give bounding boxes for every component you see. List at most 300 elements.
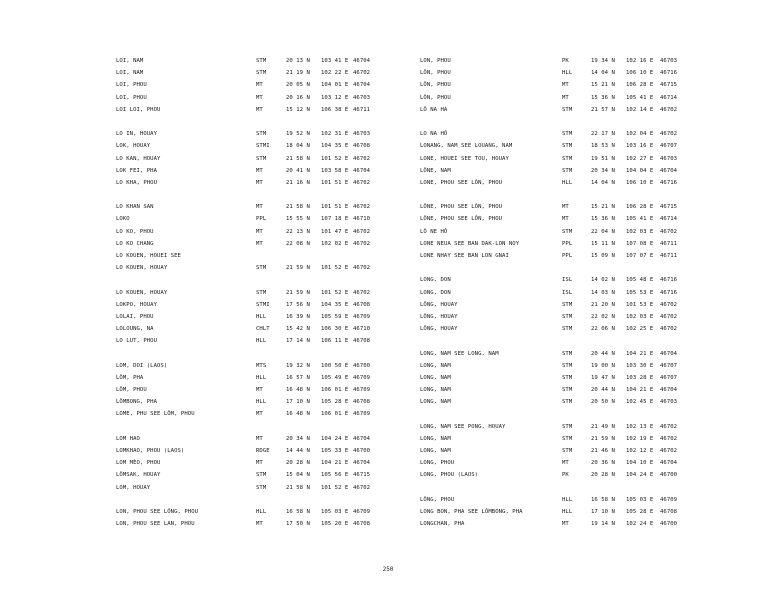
entry-lon: 105 41 E	[626, 216, 654, 223]
entry-code: MT	[256, 94, 263, 101]
entry-lat: 21 49 N	[591, 423, 615, 430]
entry-lon: 102 45 E	[626, 399, 654, 406]
entry-ref: 46702	[660, 448, 678, 454]
entry-lon: 102 24 E	[626, 521, 654, 528]
entry-code: STM	[256, 472, 267, 479]
entry-name: LÔNG, HOUAY	[420, 326, 458, 333]
entry-lat: 21 59 N	[286, 289, 310, 296]
entry-lat: 21 46 N	[591, 448, 615, 454]
entry-lon: 102 14 E	[626, 106, 654, 113]
entry-name: LOMKHAO, PHOU (LAOS)	[116, 448, 185, 454]
entry-ref: 46703	[353, 131, 371, 138]
entry-code: CHLT	[256, 326, 270, 333]
entry-name: LONG, NAM	[420, 387, 451, 394]
entry-lon: 102 13 E	[626, 423, 654, 430]
entry-lon: 102 03 E	[626, 228, 654, 235]
entry-lat: 19 32 N	[286, 362, 310, 369]
entry-code: STMI	[256, 301, 270, 308]
entry-ref: 46708	[353, 399, 371, 406]
entry-name: LOLOUNG, NA	[116, 326, 154, 333]
entry-lat: 16 58 N	[591, 496, 615, 503]
entry-code: MT	[256, 521, 263, 528]
entry-lat: 22 02 N	[591, 313, 615, 320]
entry-ref: 46702	[353, 155, 371, 162]
entry-ref: 46715	[660, 204, 678, 211]
entry-name: LOM, HOUAY	[116, 484, 151, 491]
entry-lon: 104 24 E	[626, 472, 654, 479]
entry-code: MT	[562, 204, 569, 211]
entry-name: LO KHA, PHOU	[116, 179, 158, 186]
entry-ref: 46716	[660, 289, 678, 296]
entry-ref: 46709	[353, 411, 371, 418]
entry-lon: 105 03 E	[626, 496, 654, 503]
entry-ref: 46708	[660, 508, 678, 515]
entry-ref: 46708	[353, 521, 371, 528]
entry-lat: 20 36 N	[591, 460, 615, 467]
entry-code: MT	[256, 106, 263, 113]
entry-name: LOK FEI, PHA	[116, 167, 158, 174]
entry-ref: 46702	[660, 435, 678, 442]
entry-lat: 16 48 N	[286, 411, 310, 418]
entry-lon: 107 08 E	[626, 240, 654, 247]
entry-lat: 22 13 N	[286, 228, 310, 235]
entry-ref: 46704	[353, 82, 371, 89]
entry-lon: 101 52 E	[321, 484, 349, 491]
entry-name: LOM MÈO, PHOU	[116, 460, 161, 467]
entry-lat: 20 44 N	[591, 350, 615, 357]
entry-code: HLL	[562, 496, 573, 503]
entry-ref: 46711	[353, 106, 371, 113]
entry-lat: 18 53 N	[591, 143, 615, 150]
entry-name: LON, PHOU	[420, 58, 451, 64]
entry-ref: 46704	[660, 460, 678, 467]
entry-lat: 20 16 N	[286, 94, 310, 101]
entry-lon: 106 30 E	[321, 326, 349, 333]
entry-lon: 104 01 E	[321, 82, 349, 89]
entry-lon: 105 41 E	[626, 94, 654, 101]
entry-name: LO KO CHANG	[116, 240, 154, 247]
entry-ref: 46702	[353, 265, 371, 272]
entry-code: ISL	[562, 277, 573, 284]
entry-ref: 46702	[353, 484, 371, 491]
entry-ref: 46716	[660, 277, 678, 284]
entry-lon: 105 53 E	[626, 289, 654, 296]
entry-lat: 15 36 N	[591, 216, 615, 223]
entry-name: LOI, NAM	[116, 58, 144, 64]
entry-code: STM	[562, 228, 573, 235]
entry-name: LÔNE, PHOU SEE LÔN, PHOU	[420, 204, 503, 211]
entry-ref: 46716	[660, 179, 678, 186]
entry-ref: 46702	[660, 228, 678, 235]
entry-ref: 46700	[353, 362, 371, 369]
entry-ref: 46700	[660, 472, 678, 479]
entry-ref: 46702	[353, 204, 371, 211]
entry-lon: 106 11 E	[321, 338, 349, 345]
entry-name: LONG, NAM	[420, 399, 451, 406]
entry-lon: 102 22 E	[321, 70, 349, 77]
entry-code: HLL	[562, 70, 573, 77]
entry-lon: 104 24 E	[321, 435, 349, 442]
entry-ref: 46704	[660, 350, 678, 357]
entry-ref: 46703	[660, 58, 678, 64]
entry-name: LÔ NE HÔ	[420, 228, 448, 235]
entry-code: STM	[256, 265, 267, 272]
entry-ref: 46702	[353, 179, 371, 186]
entry-lat: 17 10 N	[286, 399, 310, 406]
entry-name: LONG BON, PHA SEE LÔMBONG, PHA	[420, 508, 523, 515]
entry-code: MT	[256, 167, 263, 174]
entry-lat: 19 34 N	[591, 58, 615, 64]
entry-name: LOK, HOUAY	[116, 143, 151, 150]
entry-code: STM	[562, 423, 573, 430]
entry-lon: 102 31 E	[321, 131, 349, 138]
entry-lat: 20 50 N	[591, 399, 615, 406]
entry-lon: 102 19 E	[626, 435, 654, 442]
entry-ref: 46715	[660, 82, 678, 89]
entry-name: LONG, NAM	[420, 374, 451, 381]
entry-code: PK	[562, 472, 569, 479]
entry-lat: 17 50 N	[286, 521, 310, 528]
entry-name: LONG, NAM	[420, 435, 451, 442]
entry-lon: 101 52 E	[321, 265, 349, 272]
entry-ref: 46709	[353, 374, 371, 381]
entry-lat: 16 58 N	[286, 508, 310, 515]
entry-code: MT	[256, 82, 263, 89]
entry-lat: 15 11 N	[591, 240, 615, 247]
entry-lon: 103 30 E	[626, 362, 654, 369]
entry-lon: 102 12 E	[626, 448, 654, 454]
entry-code: STM	[256, 289, 267, 296]
entry-lat: 19 14 N	[591, 521, 615, 528]
entry-name: LO NA HÔ	[420, 131, 448, 138]
entry-name: LOM, DOI (LAOS)	[116, 362, 168, 369]
entry-lon: 105 28 E	[626, 508, 654, 515]
entry-lon: 106 38 E	[321, 106, 349, 113]
entry-lon: 101 52 E	[321, 289, 349, 296]
entry-code: MT	[256, 228, 263, 235]
entry-name: LÔM, PHA	[116, 374, 144, 381]
entry-lat: 15 12 N	[286, 106, 310, 113]
entry-code: STM	[256, 155, 267, 162]
entry-code: HLL	[562, 508, 573, 515]
entry-code: STM	[562, 387, 573, 394]
entry-code: STM	[562, 350, 573, 357]
entry-name: LÔ NA HA	[420, 106, 448, 113]
entry-lon: 101 52 E	[321, 155, 349, 162]
entry-name: LONG, DON	[420, 289, 451, 296]
entry-lat: 21 19 N	[286, 70, 310, 77]
entry-lon: 102 02 E	[321, 240, 349, 247]
entry-lat: 21 58 N	[286, 204, 310, 211]
entry-ref: 46702	[353, 70, 371, 77]
entry-lat: 14 04 N	[591, 179, 615, 186]
entry-name: LO IN, HOUAY	[116, 131, 158, 138]
entry-name: LO KOUEN, HOUAY	[116, 289, 168, 296]
entry-name: LONG, PHOU (LAOS)	[420, 472, 479, 479]
entry-lon: 103 12 E	[321, 94, 349, 101]
entry-code: RDGE	[256, 448, 270, 454]
entry-lon: 105 28 E	[321, 399, 349, 406]
entry-ref: 46709	[353, 508, 371, 515]
entry-code: STM	[256, 58, 267, 64]
entry-code: HLL	[562, 179, 573, 186]
entry-code: MT	[256, 435, 263, 442]
entry-name: LÔN, PHOU	[420, 70, 451, 77]
entry-name: LO KAN, HOUAY	[116, 155, 161, 162]
entry-ref: 46707	[660, 374, 678, 381]
entry-name: LOI, PHOU	[116, 82, 147, 89]
entry-lat: 21 58 N	[286, 155, 310, 162]
entry-code: HLL	[256, 374, 267, 381]
entry-code: HLL	[256, 508, 267, 515]
page-number: 250	[382, 566, 394, 573]
entry-name: LOME, PHU SEE LÔM, PHOU	[116, 411, 195, 418]
entry-name: LONGCHAN, PHA	[420, 521, 465, 528]
entry-lat: 19 47 N	[591, 374, 615, 381]
entry-code: PK	[562, 58, 569, 64]
entry-lat: 14 44 N	[286, 448, 310, 454]
entry-name: LÔN, PHOU	[420, 82, 451, 89]
entry-code: PPL	[562, 240, 573, 247]
entry-name: LONE NEUA SEE BAN DAK-LON NOY	[420, 240, 520, 247]
entry-ref: 46716	[660, 70, 678, 77]
entry-code: ISL	[562, 289, 573, 296]
entry-lat: 15 36 N	[591, 94, 615, 101]
entry-lat: 20 28 N	[591, 472, 615, 479]
entry-lat: 20 44 N	[591, 387, 615, 394]
entry-lon: 106 10 E	[626, 179, 654, 186]
entry-lat: 14 04 N	[591, 70, 615, 77]
entry-name: LÔM, PHOU	[116, 387, 147, 394]
entry-ref: 46709	[353, 313, 371, 320]
entry-ref: 46709	[660, 496, 678, 503]
entry-name: LÔNE, PHOU SEE LÔN, PHOU	[420, 216, 503, 223]
entry-lon: 104 35 E	[321, 143, 349, 150]
entry-code: STM	[256, 131, 267, 138]
entry-name: LONG, NAM SEE PONG, HOUAY	[420, 423, 506, 430]
entry-code: MTS	[256, 362, 267, 369]
entry-lat: 20 34 N	[591, 167, 615, 174]
entry-lat: 15 21 N	[591, 204, 615, 211]
entry-ref: 46702	[660, 106, 678, 113]
entry-lat: 21 57 N	[591, 106, 615, 113]
entry-code: HLL	[256, 313, 267, 320]
entry-code: MT	[562, 521, 569, 528]
entry-code: STMI	[256, 143, 270, 150]
entry-name: LOI, NAM	[116, 70, 144, 77]
entry-name: LOKO	[116, 216, 130, 223]
entry-lat: 15 09 N	[591, 253, 615, 259]
entry-ref: 46704	[353, 58, 371, 64]
entry-name: LÔNG, HOUAY	[420, 301, 458, 308]
entry-ref: 46707	[660, 143, 678, 150]
entry-ref: 46708	[353, 338, 371, 345]
entry-lon: 102 04 E	[626, 131, 654, 138]
entry-code: STM	[256, 70, 267, 77]
entry-code: STM	[562, 143, 573, 150]
entry-code: STM	[256, 484, 267, 491]
entry-name: LOKPO, HOUAY	[116, 301, 158, 308]
entry-lon: 102 16 E	[626, 58, 654, 64]
entry-code: STM	[562, 313, 573, 320]
entry-lon: 104 04 E	[626, 167, 654, 174]
entry-name: LONE NHAY SEE BAN LON GNAI	[420, 253, 509, 259]
entry-lon: 105 03 E	[321, 508, 349, 515]
entry-ref: 46704	[660, 387, 678, 394]
entry-lat: 20 05 N	[286, 82, 310, 89]
entry-name: LONE, PHOU SEE LÔN, PHOU	[420, 179, 503, 186]
entry-lat: 17 56 N	[286, 301, 310, 308]
entry-lon: 103 41 E	[321, 58, 349, 64]
entry-name: LÔMSAK, HOUAY	[116, 472, 161, 479]
entry-lon: 104 35 E	[321, 301, 349, 308]
entry-lat: 21 16 N	[286, 179, 310, 186]
entry-lat: 17 14 N	[286, 338, 310, 345]
entry-name: LÔN, PHOU	[420, 94, 451, 101]
entry-lon: 102 03 E	[626, 313, 654, 320]
entry-ref: 46704	[660, 167, 678, 174]
entry-lon: 104 10 E	[626, 460, 654, 467]
entry-lon: 105 59 E	[321, 313, 349, 320]
entry-ref: 46708	[353, 301, 371, 308]
entry-name: LOI LOI, PHOU	[116, 106, 161, 113]
entry-code: MT	[562, 94, 569, 101]
entry-name: LONANG, NAM SEE LOUANG, NAM	[420, 143, 513, 150]
entry-lat: 22 08 N	[286, 240, 310, 247]
entry-lat: 22 04 N	[591, 228, 615, 235]
entry-ref: 46700	[660, 521, 678, 528]
entry-lon: 100 50 E	[321, 362, 349, 369]
entry-code: STM	[562, 362, 573, 369]
entry-ref: 46700	[353, 448, 371, 454]
entry-code: MT	[256, 387, 263, 394]
entry-lat: 15 04 N	[286, 472, 310, 479]
entry-code: MT	[256, 204, 263, 211]
entry-lat: 17 10 N	[591, 508, 615, 515]
entry-ref: 46710	[353, 216, 371, 223]
entry-name: LONG, NAM	[420, 448, 451, 454]
entry-code: STM	[562, 106, 573, 113]
entry-ref: 46702	[353, 289, 371, 296]
entry-lon: 101 47 E	[321, 228, 349, 235]
entry-lon: 103 28 E	[626, 374, 654, 381]
entry-code: STM	[562, 155, 573, 162]
entry-code: STM	[562, 326, 573, 333]
entry-lon: 104 21 E	[626, 387, 654, 394]
entry-ref: 46702	[660, 313, 678, 320]
entry-name: LÔNG, HOUAY	[420, 313, 458, 320]
entry-code: STM	[562, 374, 573, 381]
entry-lon: 103 16 E	[626, 143, 654, 150]
entry-lat: 20 28 N	[286, 460, 310, 467]
entry-lon: 107 07 E	[626, 253, 654, 259]
entry-code: PPL	[256, 216, 267, 223]
entry-code: MT	[256, 240, 263, 247]
entry-lon: 105 48 E	[626, 277, 654, 284]
entry-name: LÔMBONG, PHA	[116, 399, 158, 406]
entry-ref: 46703	[353, 94, 371, 101]
entry-lat: 14 02 N	[591, 277, 615, 284]
entry-lat: 16 48 N	[286, 387, 310, 394]
entry-name: LÔNG, PHOU	[420, 496, 455, 503]
entry-ref: 46703	[660, 155, 678, 162]
entry-lon: 101 53 E	[626, 301, 654, 308]
entry-lon: 106 28 E	[626, 82, 654, 89]
entry-name: LONE, HOUEI SEE TOU, HOUAY	[420, 155, 509, 162]
entry-code: STM	[562, 448, 573, 454]
entry-lat: 15 21 N	[591, 82, 615, 89]
entry-name: LONG, NAM	[420, 362, 451, 369]
entry-ref: 46710	[353, 326, 371, 333]
entry-lon: 103 58 E	[321, 167, 349, 174]
entry-lat: 20 13 N	[286, 58, 310, 64]
entry-lat: 19 00 N	[591, 362, 615, 369]
entry-lon: 101 51 E	[321, 204, 349, 211]
entry-code: PPL	[562, 253, 573, 259]
entry-code: MT	[256, 460, 263, 467]
entry-code: STM	[562, 167, 573, 174]
entry-lon: 102 25 E	[626, 326, 654, 333]
entry-code: MT	[256, 411, 263, 418]
entry-ref: 46714	[660, 216, 678, 223]
entry-code: STM	[562, 435, 573, 442]
entry-lon: 106 01 E	[321, 387, 349, 394]
entry-lat: 21 59 N	[286, 265, 310, 272]
entry-lat: 20 34 N	[286, 435, 310, 442]
entry-code: MT	[562, 82, 569, 89]
entry-lat: 22 17 N	[591, 131, 615, 138]
entry-lon: 105 20 E	[321, 521, 349, 528]
entry-ref: 46702	[660, 326, 678, 333]
entry-name: LÔNE, NAM	[420, 167, 451, 174]
entry-lat: 18 04 N	[286, 143, 310, 150]
entry-name: LOLAI, PHOU	[116, 313, 154, 320]
entry-lon: 106 28 E	[626, 204, 654, 211]
entry-lat: 21 58 N	[286, 484, 310, 491]
entry-name: LONG, PHOU	[420, 460, 455, 467]
entry-ref: 46709	[353, 387, 371, 394]
entry-lon: 105 33 E	[321, 448, 349, 454]
entry-ref: 46702	[660, 423, 678, 430]
entry-name: LON, PHOU SEE LAN, PHOU	[116, 521, 195, 528]
entry-code: STM	[562, 301, 573, 308]
entry-name: LONG, NAM SEE LONG, NAM	[420, 350, 499, 357]
entry-lon: 105 49 E	[321, 374, 349, 381]
entry-lat: 19 52 N	[286, 131, 310, 138]
entry-ref: 46702	[353, 240, 371, 247]
entry-ref: 46711	[660, 253, 678, 259]
entry-lon: 101 51 E	[321, 179, 349, 186]
entry-ref: 46707	[660, 362, 678, 369]
entry-name: LO KHAN SAN	[116, 204, 154, 211]
entry-code: STM	[562, 131, 573, 138]
entry-name: LO KOUEN, HOUAY	[116, 265, 168, 272]
entry-ref: 46702	[660, 301, 678, 308]
entry-lon: 104 21 E	[321, 460, 349, 467]
entry-code: STM	[562, 399, 573, 406]
entry-lon: 104 21 E	[626, 350, 654, 357]
entry-lat: 22 06 N	[591, 326, 615, 333]
entry-lon: 106 10 E	[626, 70, 654, 77]
entry-lat: 21 20 N	[591, 301, 615, 308]
entry-lat: 21 59 N	[591, 435, 615, 442]
entry-ref: 46702	[660, 131, 678, 138]
entry-lat: 20 41 N	[286, 167, 310, 174]
entry-ref: 46704	[353, 435, 371, 442]
entry-ref: 46708	[353, 143, 371, 150]
entry-lon: 107 18 E	[321, 216, 349, 223]
entry-code: MT	[562, 216, 569, 223]
